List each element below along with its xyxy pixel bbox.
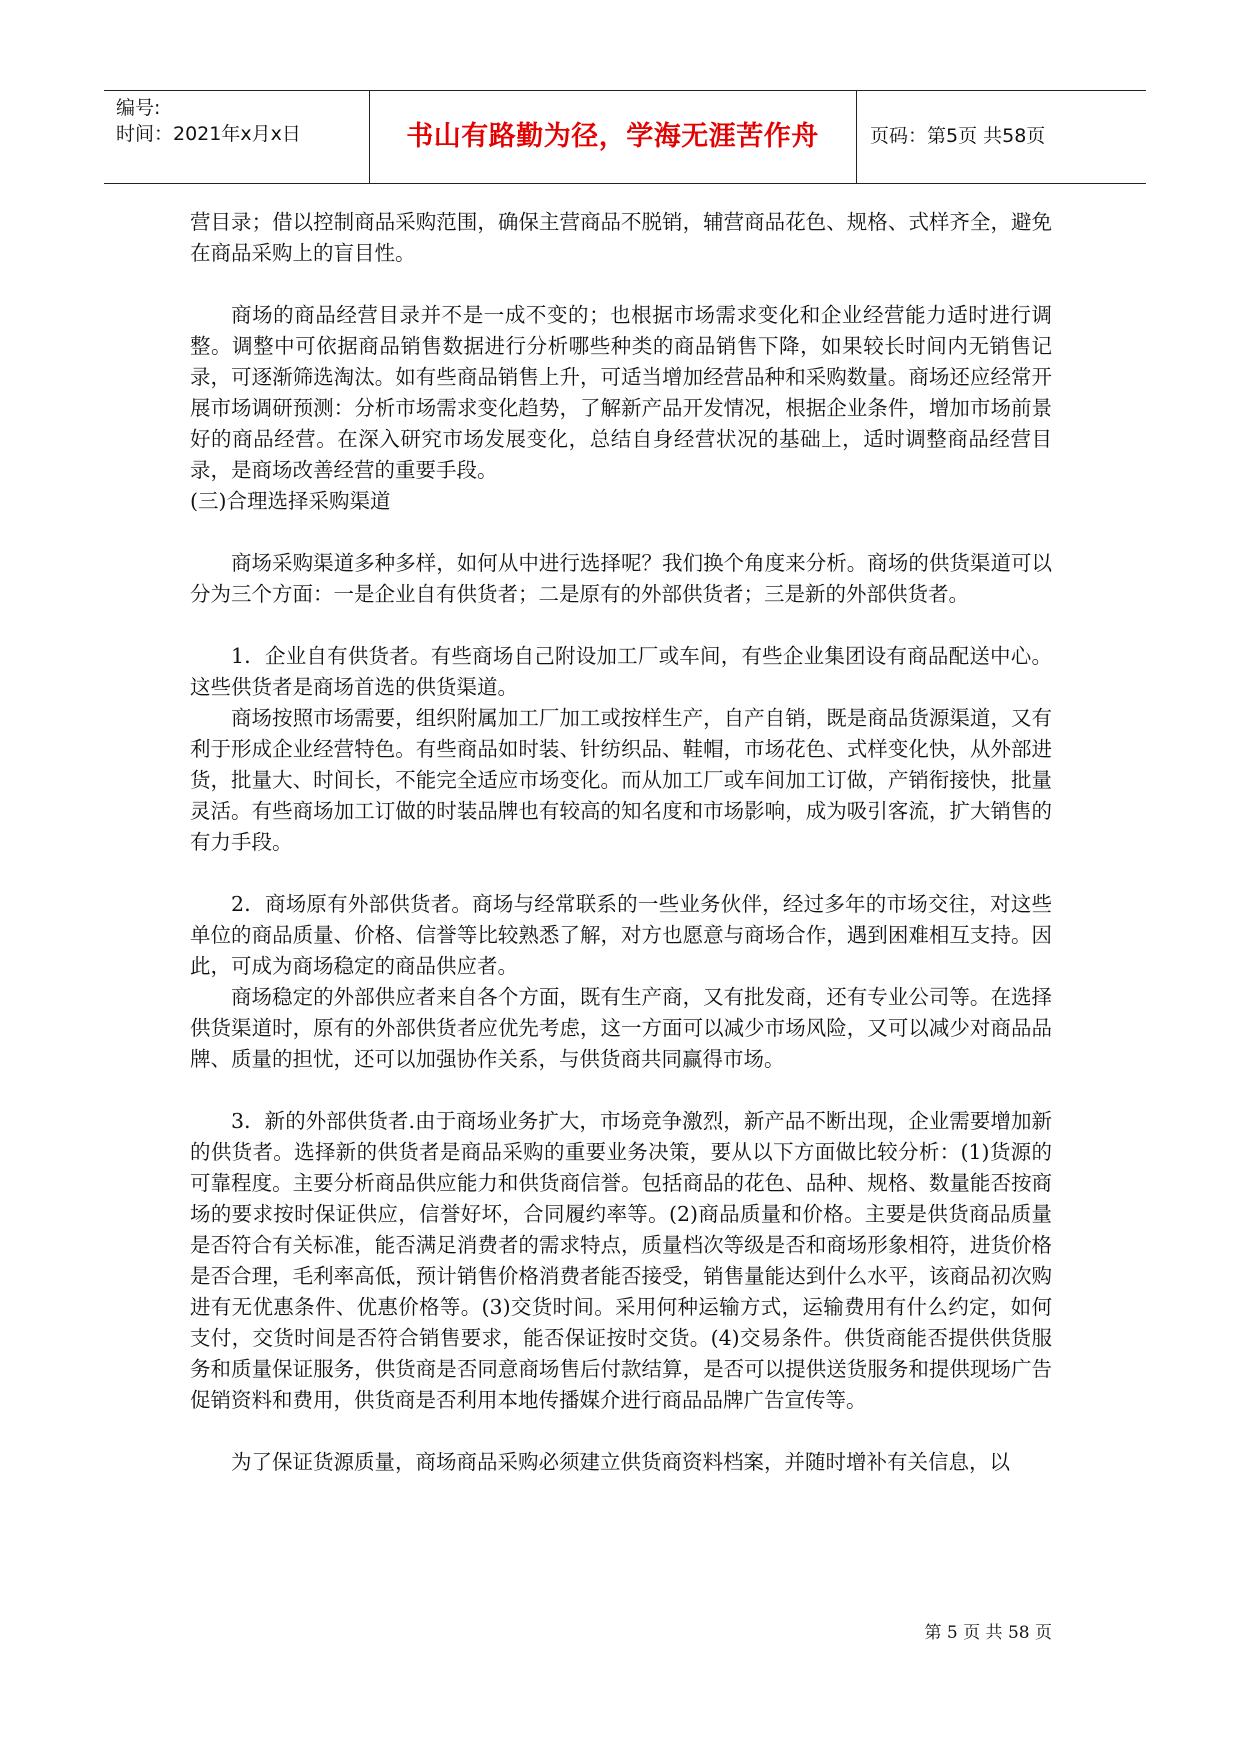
paragraph-existing-suppliers: 2．商场原有外部供货者。商场与经常联系的一些业务伙伴，经过多年的市场交往，对这些单位的商品质量、价格、信誉等比较熟悉了解，对方也愿意与商场合作，遇到困难相互支持。因此，可成为商场稳定的商品供应者。 <box>190 892 1052 978</box>
page-footer: 第 5 页 共 58 页 <box>924 1623 1052 1643</box>
paragraph-own-suppliers-detail: 商场按照市场需要，组织附属加工厂加工或按样生产，自产自销，既是商品货源渠道，又有利于形成企业经营特色。有些商品如时装、针纺织品、鞋帽，市场花色、式样变化快，从外部进货，批量大、时间长，不能完全适应市场变化。而从加工厂或车间加工订做，产销衔接快，批量灵活。有些商场加工订做的时装品牌也有较高的知名度和市场影响，成为吸引客流，扩大销售的有力手段。 <box>190 706 1052 854</box>
section-heading: (三)合理选择采购渠道 <box>190 489 391 513</box>
document-number-label: 编号: <box>116 97 161 119</box>
paragraph-catalog-adjustment: 商场的商品经营目录并不是一成不变的；也根据市场需求变化和企业经营能力适时进行调整。调整中可依据商品销售数据进行分析哪些种类的商品销售下降，如果较长时间内无销售记录，可逐渐筛选淘汰。如有些商品销售上升，可适当增加经营品种和采购数量。商场还应经常开展市场调研预测：分析市场需求变化趋势，了解新产品开发情况，根据企业条件，增加市场前景好的商品经营。在深入研究市场发展变化，总结自身经营状况的基础上，适时调整商品经营目录，是商场改善经营的重要手段。 <box>190 303 1052 482</box>
paragraph-supplier-records: 为了保证货源质量，商场商品采购必须建立供货商资料档案，并随时增补有关信息，以 <box>231 1450 1010 1474</box>
document-time-label: 时间：2021年x月x日 <box>116 123 301 145</box>
header-info-cell <box>104 91 370 183</box>
paragraph-continuation: 营目录；借以控制商品采购范围，确保主营商品不脱销，辅营商品花色、规格、式样齐全，避免在商品采购上的盲目性。 <box>190 210 1052 265</box>
page-header <box>104 90 1146 184</box>
paragraph-channels-intro: 商场采购渠道多种多样，如何从中进行选择呢？我们换个角度来分析。商场的供货渠道可以分为三个方面：一是企业自有供货者；二是原有的外部供货者；三是新的外部供货者。 <box>190 551 1052 606</box>
paragraph-own-suppliers: 1．企业自有供货者。有些商场自己附设加工厂或车间，有些企业集团设有商品配送中心。这些供货者是商场首选的供货渠道。 <box>190 644 1052 699</box>
header-page-code: 页码：第5页 共58页 <box>870 125 1046 147</box>
header-page-cell <box>856 91 1146 183</box>
paragraph-new-suppliers: 3．新的外部供货者.由于商场业务扩大，市场竞争激烈，新产品不断出现，企业需要增加新的供货者。选择新的供货者是商品采购的重要业务决策，要从以下方面做比较分析：(1)货源的可靠程度。主要分析商品供应能力和供货商信誉。包括商品的花色、品种、规格、数量能否按商场的要求按时保证供应，信誉好坏，合同履约率等。(2)商品质量和价格。主要是供货商品质量是否符合有关标准，能否满足消费者的需求特点，质量档次等级是否和商场形象相符，进货价格是否合理，毛利率高低，预计销售价格消费者能否接受，销售量能达到什么水平，该商品初次购进有无优惠条件、优惠价格等。(3)交货时间。采用何种运输方式，运输费用有什么约定，如何支付，交货时间是否符合销售要求，能否保证按时交货。(4)交易条件。供货商能否提供供货服务和质量保证服务，供货商是否同意商场售后付款结算，是否可以提供送货服务和提供现场广告促销资料和费用，供货商是否利用本地传播媒介进行商品品牌广告宣传等。 <box>190 1109 1052 1412</box>
paragraph-existing-suppliers-detail: 商场稳定的外部供应者来自各个方面，既有生产商，又有批发商，还有专业公司等。在选择供货渠道时，原有的外部供货者应优先考虑，这一方面可以减少市场风险，又可以减少对商品品牌、质量的担忧，还可以加强协作关系，与供货商共同赢得市场。 <box>190 985 1052 1071</box>
header-motto-cell <box>369 91 857 183</box>
document-body <box>190 207 1052 1478</box>
header-motto: 书山有路勤为径，学海无涯苦作舟 <box>406 121 819 152</box>
